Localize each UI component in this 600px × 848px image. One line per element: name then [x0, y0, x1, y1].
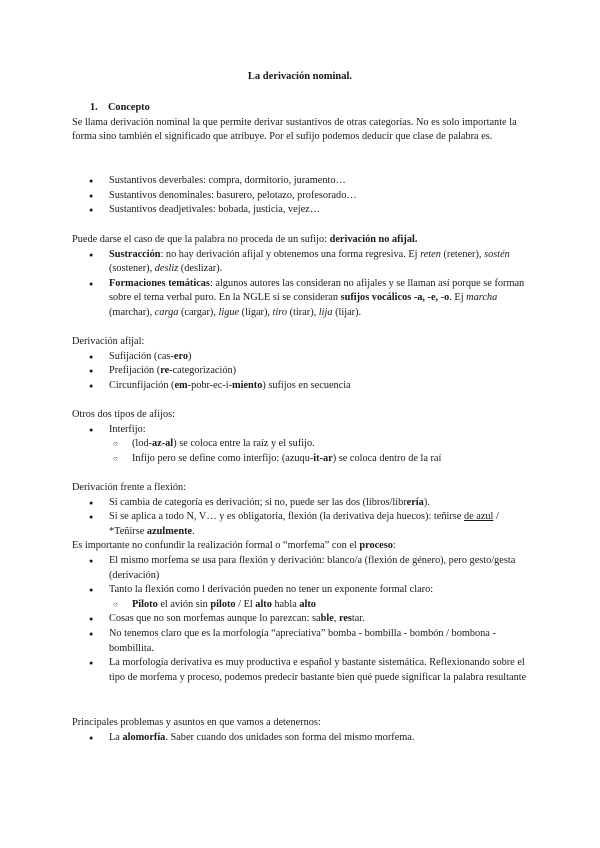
noun-types-list [72, 174, 534, 218]
paragraph: Es importante no confundir la realización formal o “morfema” con el proceso: [72, 540, 396, 552]
list-item: ● Prefijación (re-categorización) [72, 364, 534, 379]
section-heading: 1. Concepto [90, 102, 150, 113]
list-item: ● Sustantivos denominales: basurero, pelotazo, profesorado… [72, 189, 534, 204]
problems-section [72, 716, 534, 745]
list-item: ● Sustantivos deadjetivales: bobada, justicia, vejez… [72, 203, 534, 218]
list-item: ● El mismo morfema se usa para flexión y derivación: blanco/a (flexión de género), pero gesto/gesta (derivación) [72, 554, 534, 583]
paragraph: Puede darse el caso de que la palabra no proceda de un sufijo: derivación no afijal. [72, 234, 418, 245]
sub-list-item: ○ Infijo pero se define como interfijo: (azuqu-it-ar) se coloca dentro de la raí [72, 452, 534, 467]
concept-paragraph: Se llama derivación nominal la que permite derivar sustantivos de otras categorías. No es solo importante la forma sino también el significado que atribuye. Por el sufijo podemos deducir que clase de palabra es. [72, 116, 517, 143]
section-concept [72, 101, 534, 145]
list-item: ● Sufijación (cas-ero) [72, 350, 534, 365]
list-item: ● Sustantivos deverbales: compra, dormitorio, juramento… [72, 174, 534, 189]
list-item: ● Tanto la flexión como l derivación pueden no tener un exponente formal claro: ○ Piloto el avión sin piloto / El alto habla alto [72, 583, 534, 612]
section-heading: Derivación afijal: [72, 336, 145, 347]
list-item: ● Sustracción: no hay derivación afijal y obtenemos una forma regresiva. Ej reten (retener), sostén (sostener), desliz (deslizar). [72, 248, 534, 277]
affixal-section [72, 335, 534, 393]
list-item: ● Interfijo: ○ (lod-az-al) se coloca entre la raíz y el sufijo. ○ Infijo pero se define como interfijo: (azuqu-it-ar) se coloca dentro de la raí [72, 423, 534, 467]
non-affixal-section [72, 233, 534, 321]
list-item: ● Si cambia de categoría es derivación; si no, puede ser las dos (libros/librería). [72, 496, 534, 511]
section-heading: Derivación frente a flexión: [72, 482, 187, 493]
section-heading: Principales problemas y asuntos en que vamos a detenernos: [72, 717, 321, 728]
sub-list-item: ○ (lod-az-al) se coloca entre la raíz y el sufijo. [72, 437, 534, 452]
other-affixes-section [72, 408, 534, 466]
list-item: ● No tenemos claro que es la morfología “apreciativa” bomba - bombilla - bombón / bombona - bombillita. [72, 627, 534, 656]
document-title: La derivación nominal. [247, 71, 353, 82]
section-heading: Otros dos tipos de afijos: [72, 409, 175, 420]
list-item: ● Cosas que no son morfemas aunque lo parezcan: sable, restar. [72, 612, 534, 627]
sub-list-item: ○ Piloto el avión sin piloto / El alto habla alto [72, 598, 534, 613]
list-item: ● Si se aplica a todo N, V… y es obligatoria, flexión (la derivativa deja huecos): teñirse de azul / *Teñirse azulmente. [72, 510, 534, 539]
list-item: ● Formaciones temáticas: algunos autores las consideran no afijales y se llaman así porque se forman sobre el tema verbal puro. En la NGLE si se consideran sufijos vocálicos -a, -e, -o. Ej marcha (marchar), carga (cargar), ligue (ligar), tiro (tirar), lija (lijar). [72, 277, 534, 321]
list-item: ● Circunfijación (em-pobr-ec-i-miento) sufijos en secuencia [72, 379, 534, 394]
list-item: ● La morfología derivativa es muy productiva e español y bastante sistemática. Reflexionando sobre el tipo de morfema y proceso, podemos predecir bastante bien qué puede significar la palabra resultante [72, 656, 534, 685]
derivation-vs-inflection-section [72, 481, 534, 685]
list-item: ● La alomorfía. Saber cuando dos unidades son forma del mismo morfema. [72, 731, 534, 746]
